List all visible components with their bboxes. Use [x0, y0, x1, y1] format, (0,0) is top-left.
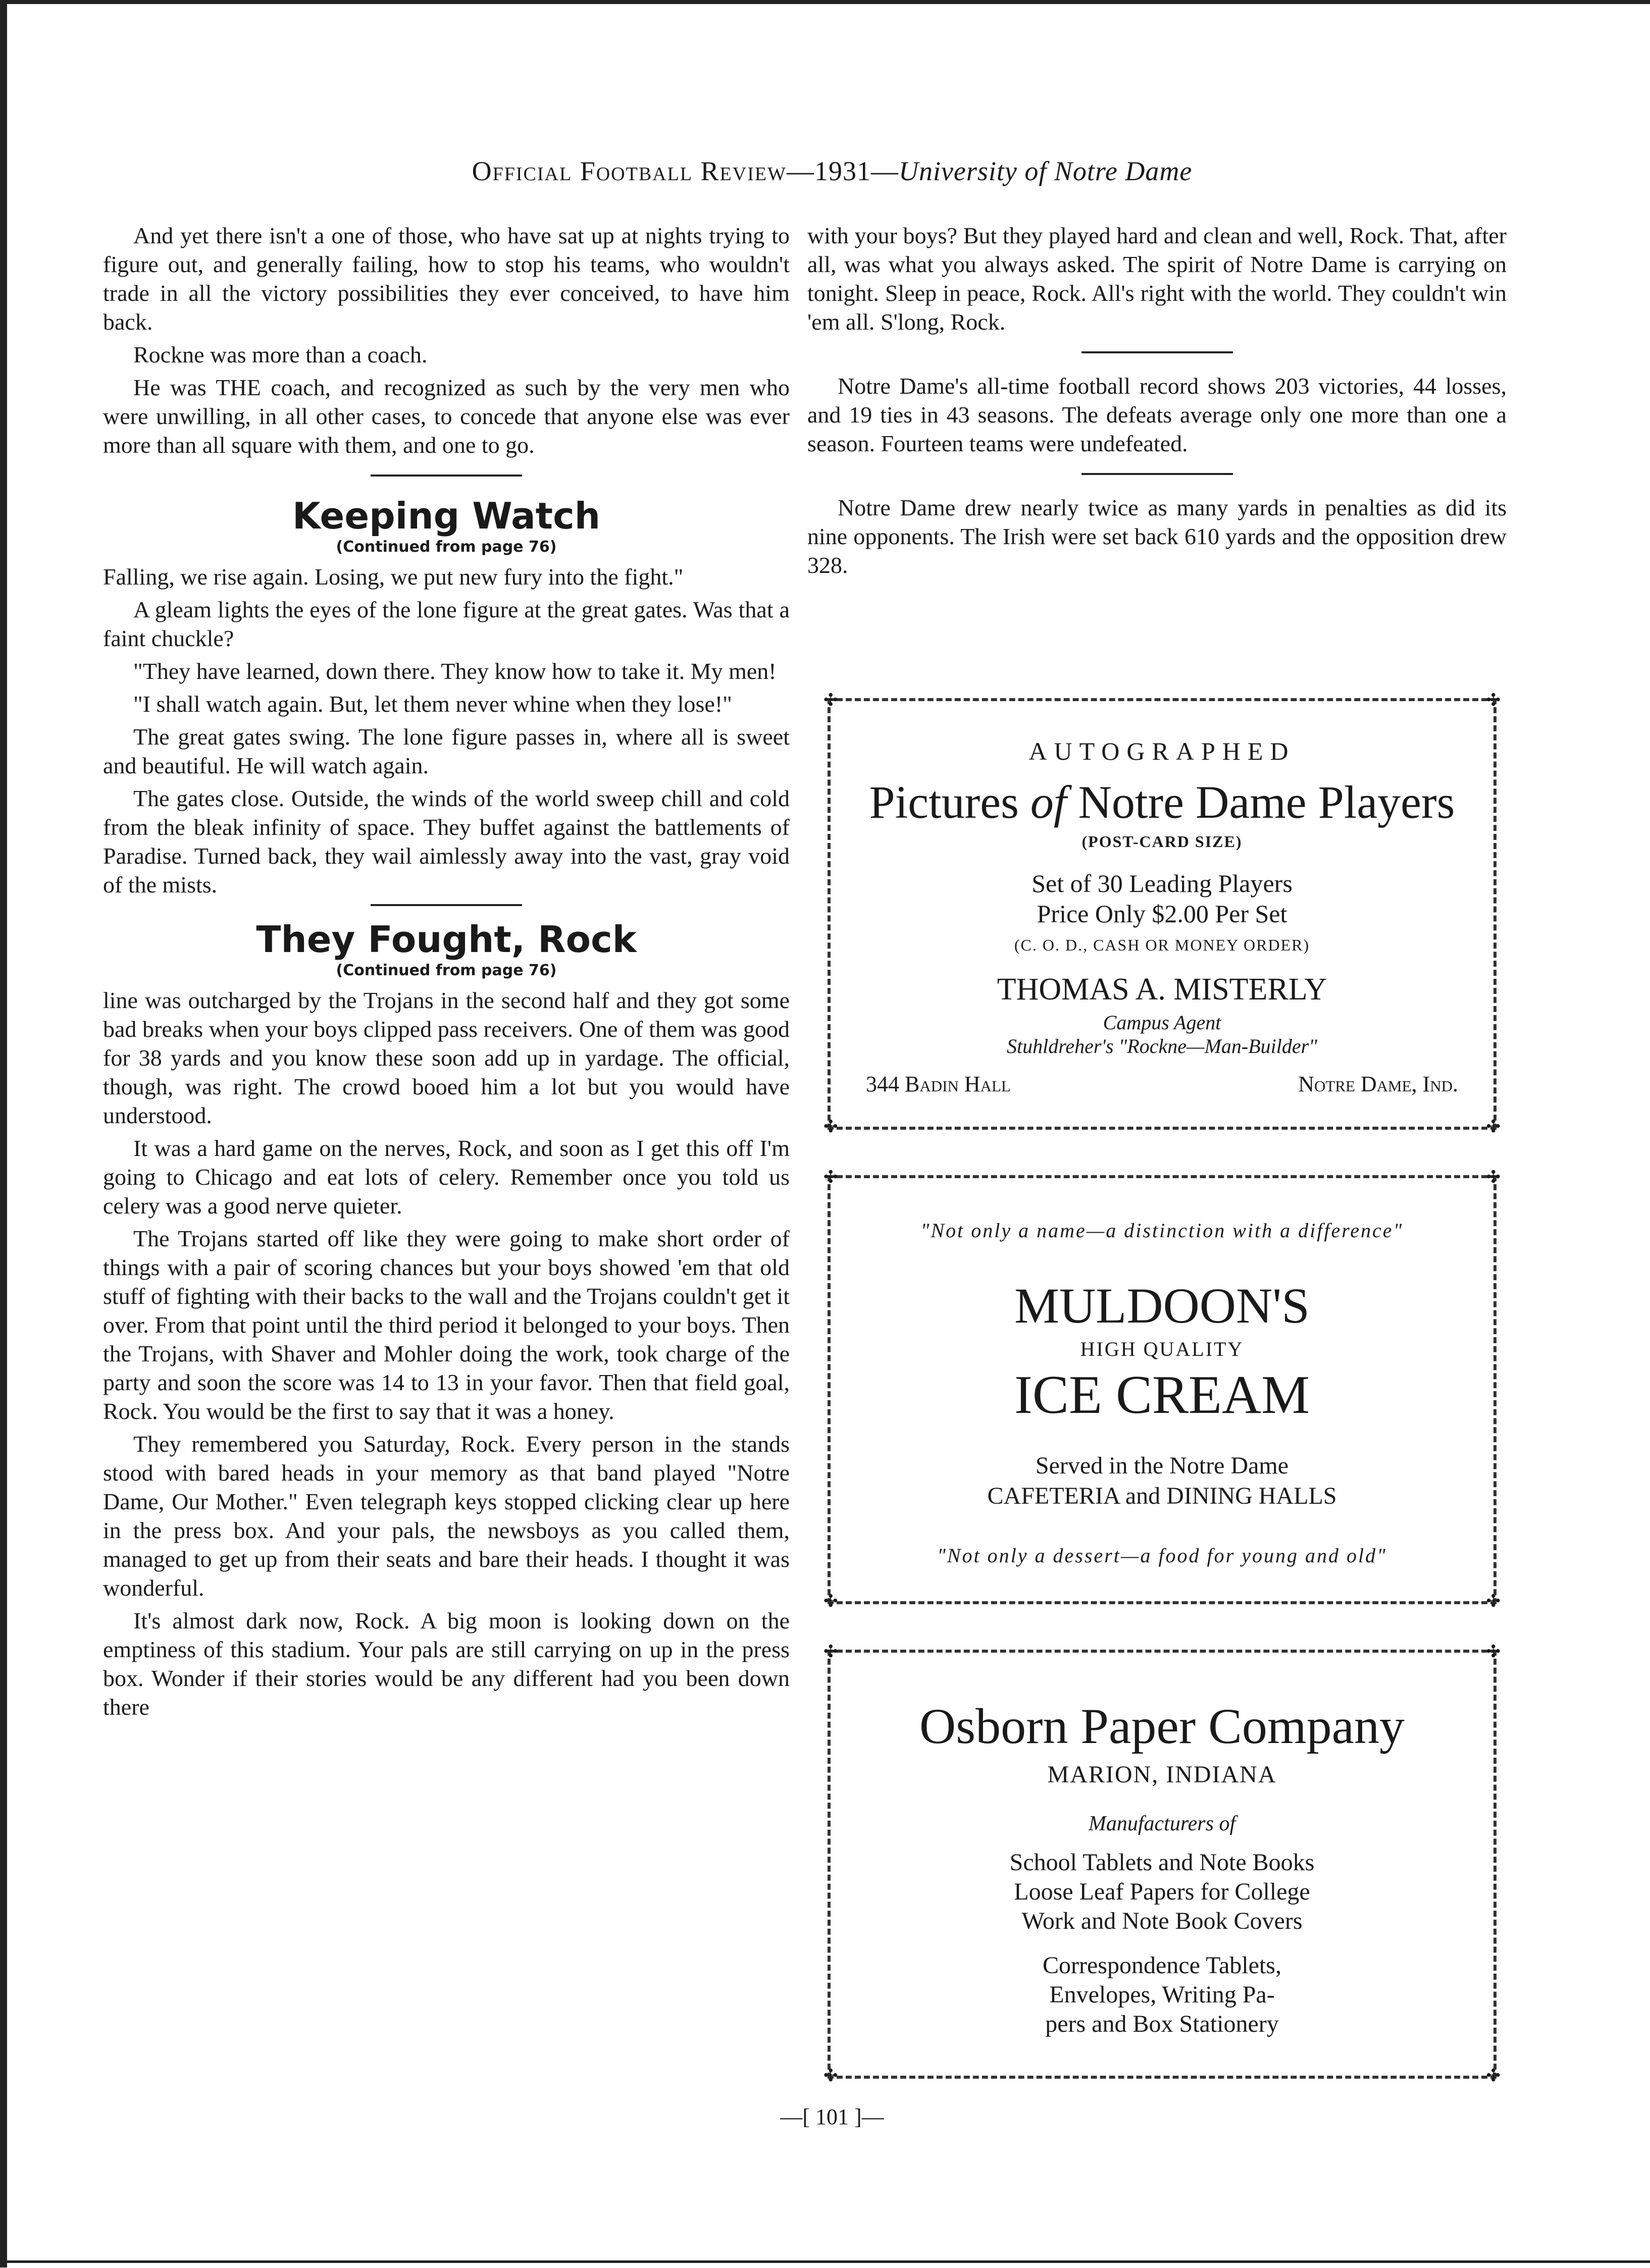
paragraph: Rockne was more than a coach.: [133, 342, 428, 367]
paragraph: The Trojans started off like they were going to make short order of things with a pair of scoring chances but your boys showed 'em that old stuff of fighting with their backs to the wall and the Trojans couldn't get it over. From that point until the third period it belonged to your boys. Then the Trojans, with Shaver and Mohler doing the work, took charge of the party and soon the score was 14 to 13 in your favor. Then that field goal, Rock. You would be the first to say that it was a honey.: [103, 1226, 790, 1424]
ornament-icon: ✣: [823, 1118, 838, 1136]
ornament-icon: ✣: [1486, 1118, 1501, 1136]
ad-offer: Set of 30 Leading Players: [1032, 869, 1293, 898]
ornament-icon: ✣: [1486, 2067, 1501, 2085]
paragraph: A gleam lights the eyes of the lone figure at the great gates. Was that a faint chuckle?: [103, 597, 790, 651]
ad-brand: MULDOON'S: [1014, 1278, 1310, 1334]
ad-tagline: "Not only a dessert—a food for young and old": [937, 1544, 1387, 1567]
ad-footer: [831, 1071, 1493, 1097]
school-name: University of Notre Dame: [898, 156, 1193, 186]
page-bottom-rule: [7, 2260, 1650, 2268]
ad-product-line: School Tablets and Note Books: [1009, 1849, 1315, 1876]
ornament-icon: ✣: [823, 691, 838, 710]
fought-rock-title: They Fought, Rock: [256, 918, 637, 961]
ornament-icon: ✣: [1486, 1643, 1501, 1661]
publication-title: Official Football Review: [472, 156, 787, 186]
ornament-icon: ✣: [1486, 1592, 1501, 1611]
running-head: [7, 155, 1650, 187]
keeping-watch-continued: (Continued from page 76): [336, 538, 557, 556]
ad-manufacturers: Manufacturers of: [1088, 1812, 1236, 1835]
ad-osborn-paper: [823, 1643, 1501, 2085]
ad-product: ICE CREAM: [1014, 1365, 1310, 1425]
keeping-watch-title: Keeping Watch: [292, 495, 601, 537]
ornament-icon: ✣: [823, 1592, 838, 1611]
ad-product-line: Correspondence Tablets,: [1043, 1952, 1281, 1979]
right-column: [807, 221, 1507, 584]
ad-products: [831, 1848, 1493, 1936]
year: —1931—: [786, 156, 899, 186]
ornament-icon: ✣: [823, 1643, 838, 1661]
paragraph: "I shall watch again. But, let them never whine when they lose!": [133, 691, 732, 717]
ornament-icon: ✣: [823, 1168, 838, 1187]
ad-served: Served in the Notre Dame: [1035, 1452, 1289, 1479]
paragraph: It was a hard game on the nerves, Rock, and soon as I get this off I'm going to Chicago and eat lots of celery. Remember once you told us celery was a good nerve quieter.: [103, 1135, 790, 1219]
ad-book: Stuhldreher's "Rockne—Man-Builder": [1007, 1035, 1317, 1058]
section-divider: [371, 904, 522, 906]
paragraph: The great gates swing. The lone figure passes in, where all is sweet and beautiful. He will watch again.: [103, 724, 790, 778]
paragraph: They remembered you Saturday, Rock. Every person in the stands stood with bared heads in your memory as that band played "Notre Dame, Our Mother." Even telegraph keys stopped clicking clear up here in the press box. And your pals, the newsboys as you called them, managed to get up from their seats and bare their heads. I thought it was wonderful.: [103, 1431, 790, 1601]
section-divider: [371, 474, 522, 477]
ad-company: Osborn Paper Company: [919, 1698, 1405, 1754]
ad-served-location: CAFETERIA and DINING HALLS: [987, 1483, 1337, 1509]
ornament-icon: ✣: [1486, 691, 1501, 710]
ad-price: Price Only $2.00 Per Set: [1037, 900, 1287, 928]
ad-tagline: "Not only a name—a distinction with a difference": [920, 1219, 1404, 1242]
ad-quality: HIGH QUALITY: [1080, 1338, 1244, 1360]
ad-city: Notre Dame, Ind.: [1298, 1072, 1458, 1096]
ad-size-note: (POST-CARD SIZE): [1081, 832, 1243, 851]
paragraph: line was outcharged by the Trojans in the second half and they got some bad breaks when your boys clipped pass receivers. One of them was good for 38 yards and you know these soon add up in yardage. The official, though, was right. The crowd booed him a lot but you would have understood.: [103, 987, 790, 1128]
ad-payment: (C. O. D., CASH OR MONEY ORDER): [1014, 936, 1310, 954]
paragraph: The gates close. Outside, the winds of the world sweep chill and cold from the bleak infinity of space. They buffet against the battlements of Paradise. Turned back, they wail aimlessly away into the vast, gray void of the mists.: [103, 785, 790, 898]
ad-muldoons-ice-cream: [823, 1168, 1501, 1611]
left-column: [103, 221, 790, 1725]
ad-name: THOMAS A. MISTERLY: [997, 972, 1327, 1007]
paragraph: It's almost dark now, Rock. A big moon is looking down on the emptiness of this stadium. Your pals are still carrying on up in the press box. Wonder if their stories would be any different had you been down there: [103, 1608, 790, 1720]
ad-title: [831, 776, 1493, 828]
paragraph: "They have learned, down there. They know how to take it. My men!: [133, 658, 777, 684]
page-number: —[ 101 ]—: [780, 2104, 884, 2129]
ad-location: MARION, INDIANA: [1047, 1761, 1277, 1788]
fought-rock-continued: (Continued from page 76): [336, 962, 557, 979]
ad-address: 344 Badin Hall: [866, 1072, 1011, 1096]
ad-products-more: [831, 1951, 1493, 2039]
ad-heading: AUTOGRAPHED: [1028, 737, 1296, 765]
ad-autographed-pictures: [823, 691, 1501, 1136]
paragraph: Falling, we rise again. Losing, we put new fury into the fight.": [103, 564, 684, 590]
paragraph: with your boys? But they played hard and clean and well, Rock. That, after all, was what you always asked. The spirit of Notre Dame is carrying on tonight. Sleep in peace, Rock. All's right with the world. They couldn't win 'em all. S'long, Rock.: [807, 223, 1507, 335]
paragraph: Notre Dame's all-time football record shows 203 victories, 44 losses, and 19 ties in 43 seasons. The defeats average only one more than one a season. Fourteen teams were undefeated.: [807, 373, 1507, 456]
ad-title-part: of: [1030, 776, 1067, 828]
paragraph: And yet there isn't a one of those, who have sat up at nights trying to figure out, and generally failing, how to stop his teams, who wouldn't trade in all the victory possibilities they ever conceived, to have him back.: [103, 223, 790, 335]
ad-title-part: Pictures: [869, 776, 1030, 828]
ad-product-line: Loose Leaf Papers for College: [1014, 1878, 1310, 1905]
ad-product-line: Envelopes, Writing Pa-: [1049, 1981, 1275, 2008]
ornament-icon: ✣: [823, 2067, 838, 2085]
ad-role: Campus Agent: [1103, 1011, 1221, 1034]
ad-title-part: Notre Dame Players: [1066, 776, 1455, 828]
ad-product-line: Work and Note Book Covers: [1021, 1908, 1303, 1934]
ornament-icon: ✣: [1486, 1168, 1501, 1187]
section-divider: [1081, 473, 1233, 475]
paragraph: He was THE coach, and recognized as such by the very men who were unwilling, in all other cases, to concede that anyone else was ever more than all square with them, and one to go.: [103, 375, 790, 458]
section-divider: [1081, 351, 1233, 353]
paragraph: Notre Dame drew nearly twice as many yards in penalties as did its nine opponents. The Irish were set back 610 yards and the opposition drew 328.: [807, 495, 1507, 578]
ad-product-line: pers and Box Stationery: [1045, 2011, 1279, 2037]
